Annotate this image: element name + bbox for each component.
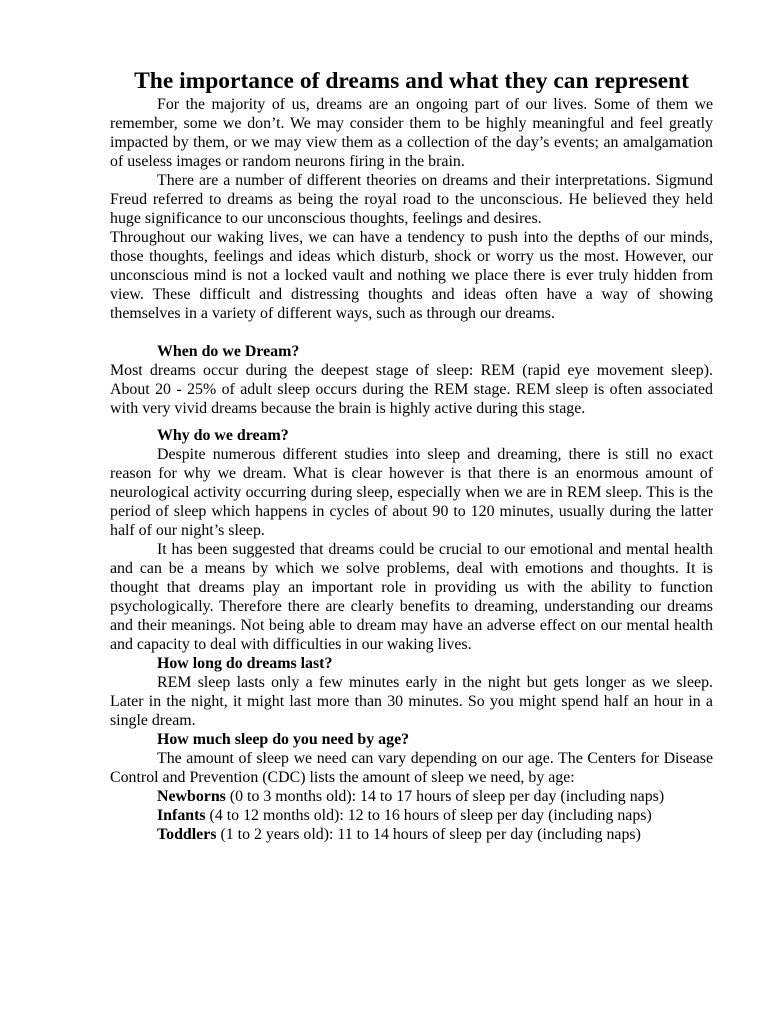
age-item-toddlers — [110, 825, 713, 844]
age-item-label: Toddlers — [157, 826, 217, 843]
by-age-paragraph-1: The amount of sleep we need can vary depending on our age. The Centers for Disease Control and Prevention (CDC) lists the amount of sleep we need, by age: — [110, 750, 713, 786]
age-item-text: (1 to 2 years old): 11 to 14 hours of sleep per day (including naps) — [216, 826, 641, 843]
why-paragraph-2: It has been suggested that dreams could be crucial to our emotional and mental health and can be a means by which we solve problems, deal with emotions and thoughts. It is thought that dreams play an important role in providing us with the ability to function psychologically. Therefore there are clearly benefits to dreaming, understanding our dreams and their meanings. Not being able to dream may have an adverse effect on our mental health and capacity to deal with difficulties in our waking lives. — [110, 541, 713, 653]
heading-how-long-do-dreams-last: How long do dreams last? — [157, 655, 333, 672]
intro-paragraph-3: Throughout our waking lives, we can have a tendency to push into the depths of our minds, those thoughts, feelings and ideas which disturb, shock or worry us the most. However, our unconscious mind is not a locked vault and nothing we place there is ever truly hidden from view. These difficult and distressing thoughts and ideas often have a way of showing themselves in a variety of different ways, such as through our dreams. — [110, 229, 713, 322]
section-spacer — [110, 418, 713, 426]
age-item-newborns — [110, 787, 713, 806]
age-item-text: (0 to 3 months old): 14 to 17 hours of sleep per day (including naps) — [225, 788, 665, 805]
document-title: The importance of dreams and what they can represent — [134, 68, 689, 94]
intro-paragraph-2: There are a number of different theories on dreams and their interpretations. Sigmund Freud referred to dreams as being the royal road to the unconscious. He believed they held huge significance to our unconscious thoughts, feelings and desires. — [110, 172, 713, 227]
section-spacer — [110, 323, 713, 342]
intro-paragraph-1: For the majority of us, dreams are an ongoing part of our lives. Some of them we remember, some we don’t. We may consider them to be highly meaningful and feel greatly impacted by them, or we may view them as a collection of the day’s events; an amalgamation of useless images or random neurons firing in the brain. — [110, 96, 713, 170]
heading-why-do-we-dream: Why do we dream? — [157, 427, 289, 444]
why-paragraph-1: Despite numerous different studies into sleep and dreaming, there is still no exact reason for why we dream. What is clear however is that there is an enormous amount of neurological activity occurring during sleep, especially when we are in REM sleep. This is the period of sleep which happens in cycles of about 90 to 120 minutes, usually during the latter half of our night’s sleep. — [110, 446, 713, 539]
how-long-paragraph-1: REM sleep lasts only a few minutes early in the night but gets longer as we sleep. Later in the night, it might last more than 30 minutes. So you might spend half an hour in a single dream. — [110, 674, 713, 729]
document-page — [110, 68, 713, 844]
when-paragraph-1: Most dreams occur during the deepest stage of sleep: REM (rapid eye movement sleep). About 20 - 25% of adult sleep occurs during the REM stage. REM sleep is often associated with very vivid dreams because the brain is highly active during this stage. — [110, 362, 713, 417]
age-item-text: (4 to 12 months old): 12 to 16 hours of sleep per day (including naps) — [205, 807, 652, 824]
heading-when-do-we-dream: When do we Dream? — [157, 343, 300, 360]
age-list — [110, 787, 713, 844]
heading-sleep-by-age: How much sleep do you need by age? — [157, 731, 410, 748]
age-item-label: Infants — [157, 807, 206, 824]
age-item-label: Newborns — [157, 788, 226, 805]
age-item-infants — [110, 806, 713, 825]
